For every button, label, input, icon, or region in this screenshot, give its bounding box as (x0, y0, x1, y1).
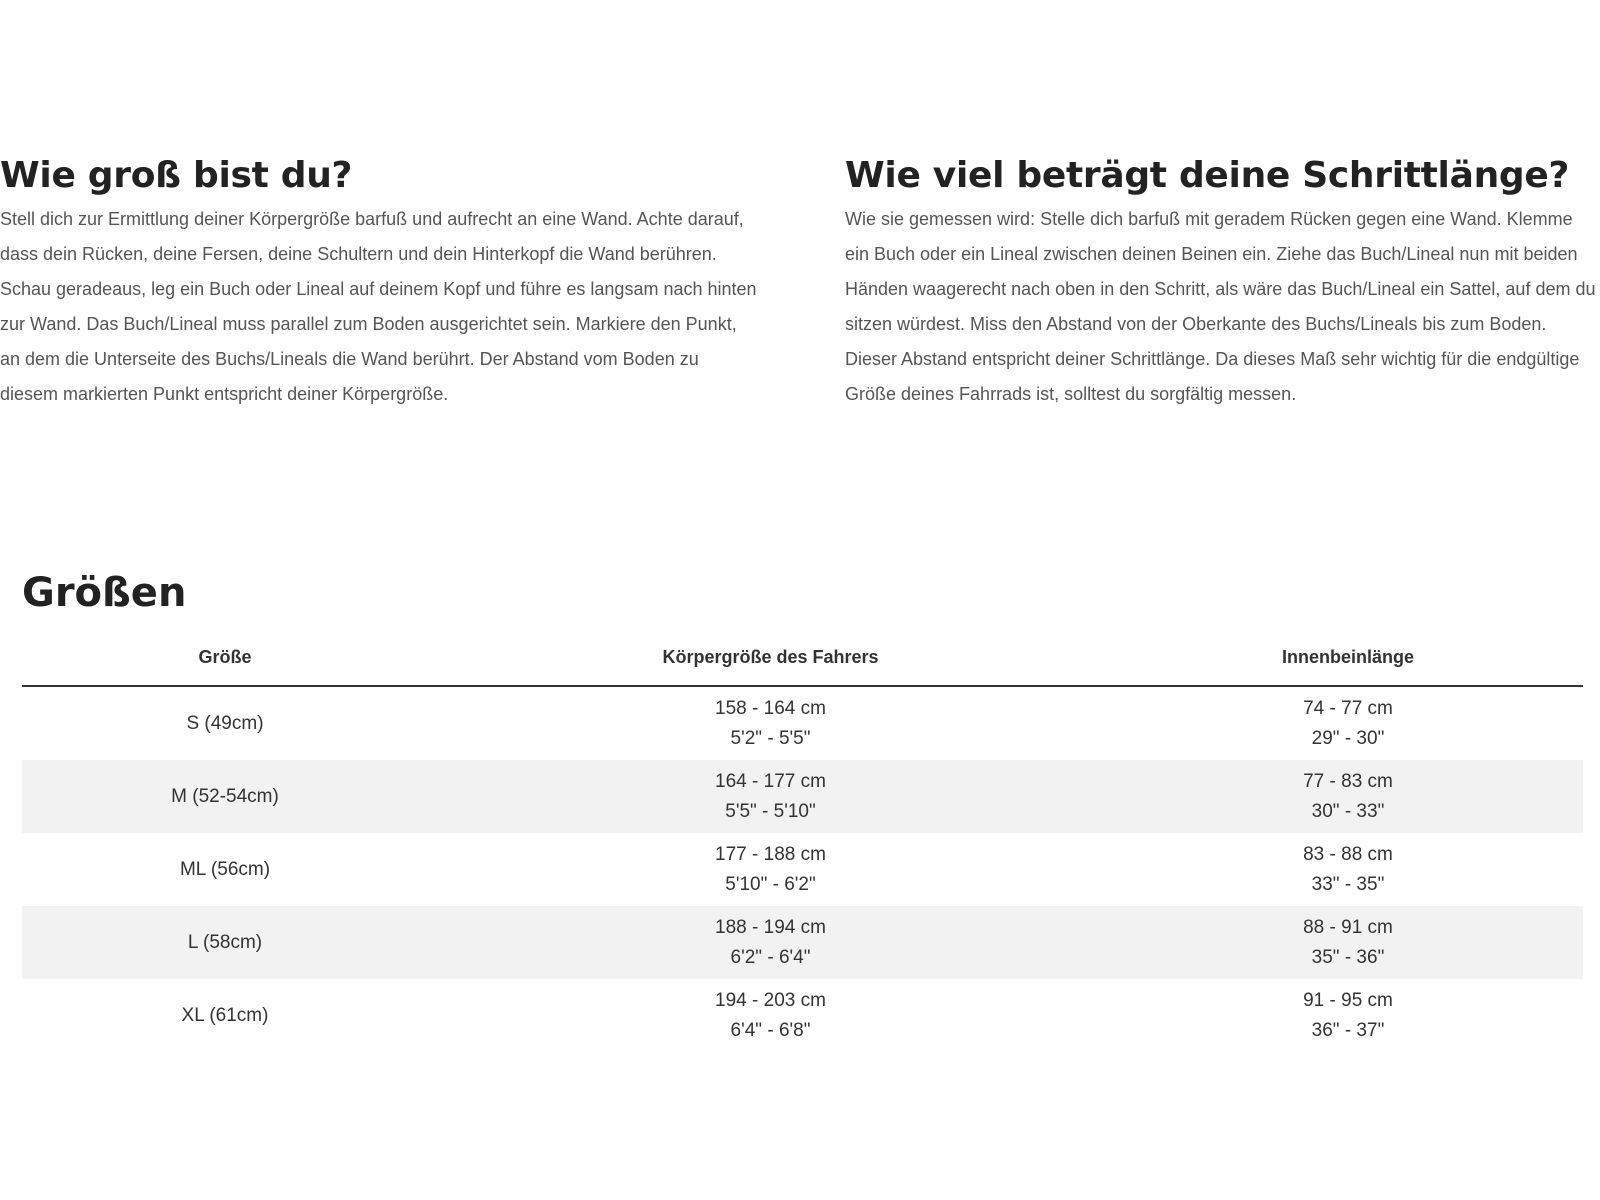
rider-height-cell (428, 906, 1113, 979)
height-cm: 188 - 194 cm (715, 916, 826, 938)
inseam-cell (1113, 686, 1583, 760)
height-guide-text: Stell dich zur Ermittlung deiner Körpergröße barfuß und aufrecht an eine Wand. Achte darauf, dass dein Rücken, deine Fersen, deine Schultern und dein Hinterkopf die Wand berühren. Schau geradeaus, leg ein Buch oder Lineal auf deinem Kopf und führe es langsam nach hinten zur Wand. Das Buch/Lineal muss parallel zum Boden ausgerichtet sein. Markiere den Punkt, an dem die Unterseite des Buchs/Lineals die Wand berührt. Der Abstand vom Boden zu diesem markierten Punkt entspricht deiner Körpergröße. (0, 209, 757, 404)
height-cm: 164 - 177 cm (715, 770, 826, 792)
height-in: 5'10" - 6'2" (725, 873, 816, 895)
inseam-cm: 83 - 88 cm (1303, 843, 1393, 865)
inseam-in: 29" - 30" (1311, 727, 1385, 749)
table-row (22, 979, 1583, 1052)
rider-height-cell (428, 686, 1113, 760)
inseam-cell (1113, 760, 1583, 833)
column-header-inseam: Innenbeinlänge (1113, 635, 1583, 686)
rider-height-cell (428, 979, 1113, 1052)
height-in: 5'5" - 5'10" (725, 800, 816, 822)
height-cm: 194 - 203 cm (715, 989, 826, 1011)
height-cm: 158 - 164 cm (715, 697, 826, 719)
inseam-in: 33" - 35" (1311, 873, 1385, 895)
size-cell: M (52-54cm) (22, 760, 428, 833)
table-row (22, 906, 1583, 979)
column-header-size: Größe (22, 635, 428, 686)
height-guide (0, 150, 760, 412)
height-guide-title: Wie groß bist du? (0, 155, 353, 196)
height-cm: 177 - 188 cm (715, 843, 826, 865)
size-cell: ML (56cm) (179, 858, 271, 880)
inseam-cm: 74 - 77 cm (1303, 697, 1393, 719)
inseam-in: 36" - 37" (1311, 1019, 1385, 1041)
table-row (22, 833, 1583, 906)
table-row (22, 760, 1583, 833)
table-header-row (22, 635, 1583, 686)
rider-height-cell (428, 760, 1113, 833)
size-cell: XL (61cm) (181, 1004, 269, 1026)
height-in: 6'2" - 6'4" (730, 946, 811, 968)
inseam-in: 30" - 33" (1311, 800, 1385, 822)
inseam-guide-text: Wie sie gemessen wird: Stelle dich barfuß mit geradem Rücken gegen eine Wand. Klemme ein Buch oder ein Lineal zwischen deinen Beinen ein. Ziehe das Buch/Lineal nun mit beiden Händen waagerecht nach oben in den Schritt, als wäre das Buch/Lineal ein Sattel, auf dem du sitzen würdest. Miss den Abstand von der Oberkante des Buchs/Lineals bis zum Boden. Dieser Abstand entspricht deiner Schrittlänge. Da dieses Maß sehr wichtig für die endgültige Größe deines Fahrrads ist, solltest du sorgfältig messen. (845, 209, 1596, 404)
rider-height-cell (428, 833, 1113, 906)
table-row (22, 686, 1583, 760)
inseam-cell (1113, 833, 1583, 906)
inseam-cell (1113, 906, 1583, 979)
height-in: 6'4" - 6'8" (730, 1019, 811, 1041)
inseam-cm: 91 - 95 cm (1303, 989, 1393, 1011)
column-header-rider-height: Körpergröße des Fahrers (428, 635, 1113, 686)
inseam-in: 35" - 36" (1311, 946, 1385, 968)
size-chart-section (22, 565, 1583, 1052)
size-chart-title: Größen (22, 570, 187, 616)
height-in: 5'2" - 5'5" (730, 727, 811, 749)
measurement-guide (0, 150, 1600, 410)
size-table (22, 635, 1583, 1052)
inseam-guide (845, 150, 1600, 412)
inseam-cell (1113, 979, 1583, 1052)
inseam-guide-title: Wie viel beträgt deine Schrittlänge? (845, 155, 1570, 196)
size-cell: L (58cm) (22, 906, 428, 979)
inseam-cm: 88 - 91 cm (1303, 916, 1393, 938)
inseam-cm: 77 - 83 cm (1303, 770, 1393, 792)
size-cell: S (49cm) (186, 712, 264, 734)
